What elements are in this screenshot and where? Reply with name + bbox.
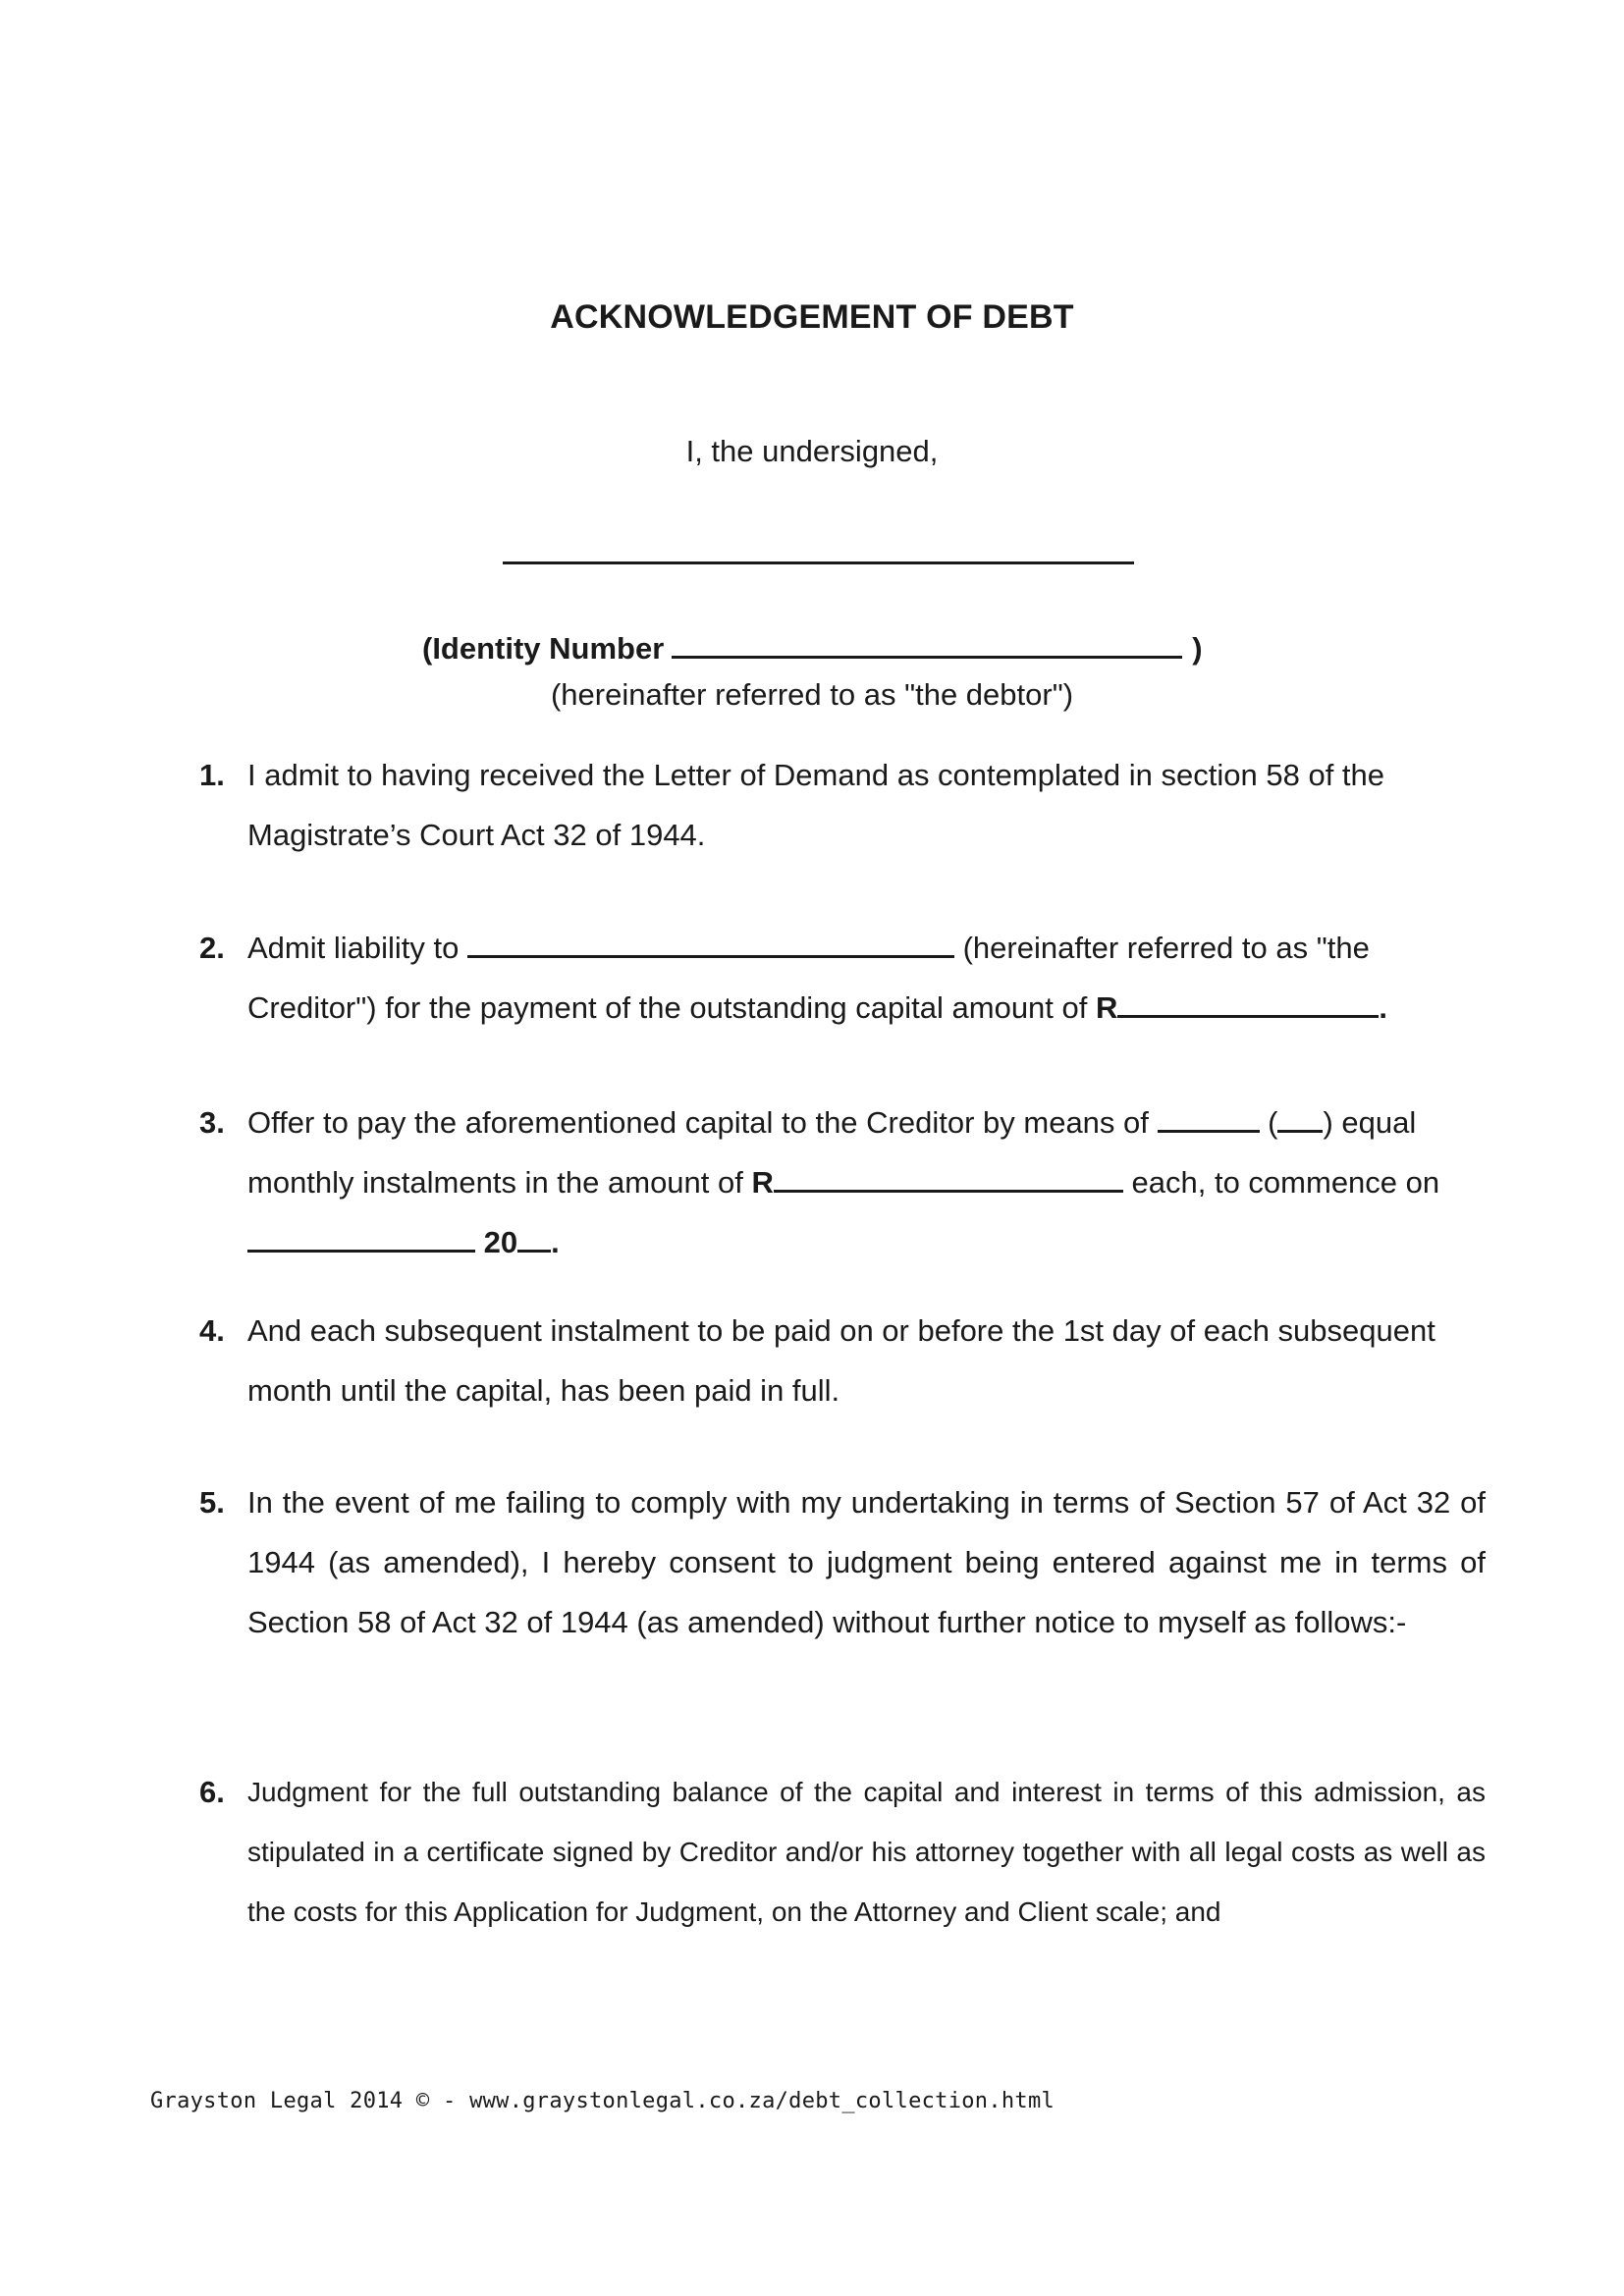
year-suffix-blank[interactable] [517, 1226, 551, 1253]
clause-end: . [1379, 990, 1388, 1025]
clause-text-part: each, to commence on [1131, 1165, 1440, 1200]
year-prefix: 20 [483, 1225, 518, 1259]
clause-4 [199, 1301, 1486, 1420]
currency-symbol: R [1096, 990, 1118, 1025]
instalment-count-number-blank[interactable] [1277, 1106, 1323, 1133]
debtor-definition: (hereinafter referred to as "the debtor") [550, 677, 1074, 712]
identity-number-blank[interactable] [672, 630, 1182, 659]
clause-number: 4. [199, 1313, 225, 1348]
clause-number: 3. [199, 1105, 225, 1140]
clause-number: 6. [199, 1775, 225, 1809]
clause-text-part: Offer to pay the aforementioned capital to the Creditor by means of [247, 1105, 1149, 1140]
clause-text: And each subsequent instalment to be paid on or before the 1st day of each subsequent month until the capital, has been paid in full. [247, 1313, 1435, 1408]
clause-number: 2. [199, 931, 225, 965]
identity-number-line [422, 630, 1203, 667]
identity-number-close: ) [1192, 631, 1203, 666]
clause-text [247, 1093, 1486, 1272]
clause-6 [199, 1762, 1486, 1942]
clause-end: . [551, 1225, 560, 1259]
clause-1 [199, 745, 1486, 865]
clause-text-part: Admit liability to [247, 931, 460, 965]
clause-2 [199, 918, 1486, 1038]
clause-3 [199, 1093, 1486, 1272]
intro-text: I, the undersigned, [685, 434, 939, 468]
creditor-name-blank[interactable] [467, 932, 954, 958]
footer-copyright: Grayston Legal 2014 © - www.graystonlegal.co.za/debt_collection.html [150, 2089, 1056, 2113]
clause-number: 5. [199, 1485, 225, 1520]
clause-text: In the event of me failing to comply with my undertaking in terms of Section 57 of Act 32 of 1944 (as amended), I hereby consent to judgment being entered against me in terms of Section 58 of Act 32 of 1944 (as amended) without further notice to myself as follows:- [247, 1485, 1486, 1639]
clause-text: I admit to having received the Letter of Demand as contemplated in section 58 of the Magistrate’s Court Act 32 of 1944. [247, 758, 1385, 852]
identity-number-label: (Identity Number [422, 631, 665, 666]
currency-symbol: R [751, 1165, 774, 1200]
clause-text-part: ) equal monthly instalments in the amount of [247, 1105, 1417, 1200]
paren-open: ( [1268, 1105, 1278, 1140]
instalment-count-words-blank[interactable] [1158, 1106, 1260, 1133]
document-title: ACKNOWLEDGEMENT OF DEBT [550, 298, 1074, 336]
capital-amount-blank[interactable] [1117, 991, 1379, 1018]
commence-date-blank[interactable] [247, 1226, 475, 1253]
clause-text: Judgment for the full outstanding balance of the capital and interest in terms of this admission, as stipulated in a certificate signed by Creditor and/or his attorney together with all legal costs as well as the costs for this Application for Judgment, on the Attorney and Client scale; and [247, 1777, 1486, 1927]
clause-text-part: (hereinafter referred to as "the Creditor") for the payment of the outstanding capital amount of [247, 931, 1370, 1025]
clause-text [247, 918, 1486, 1038]
clause-5 [199, 1472, 1486, 1652]
clause-number: 1. [199, 758, 225, 792]
debtor-name-blank[interactable] [503, 561, 1134, 564]
instalment-amount-blank[interactable] [774, 1166, 1123, 1193]
